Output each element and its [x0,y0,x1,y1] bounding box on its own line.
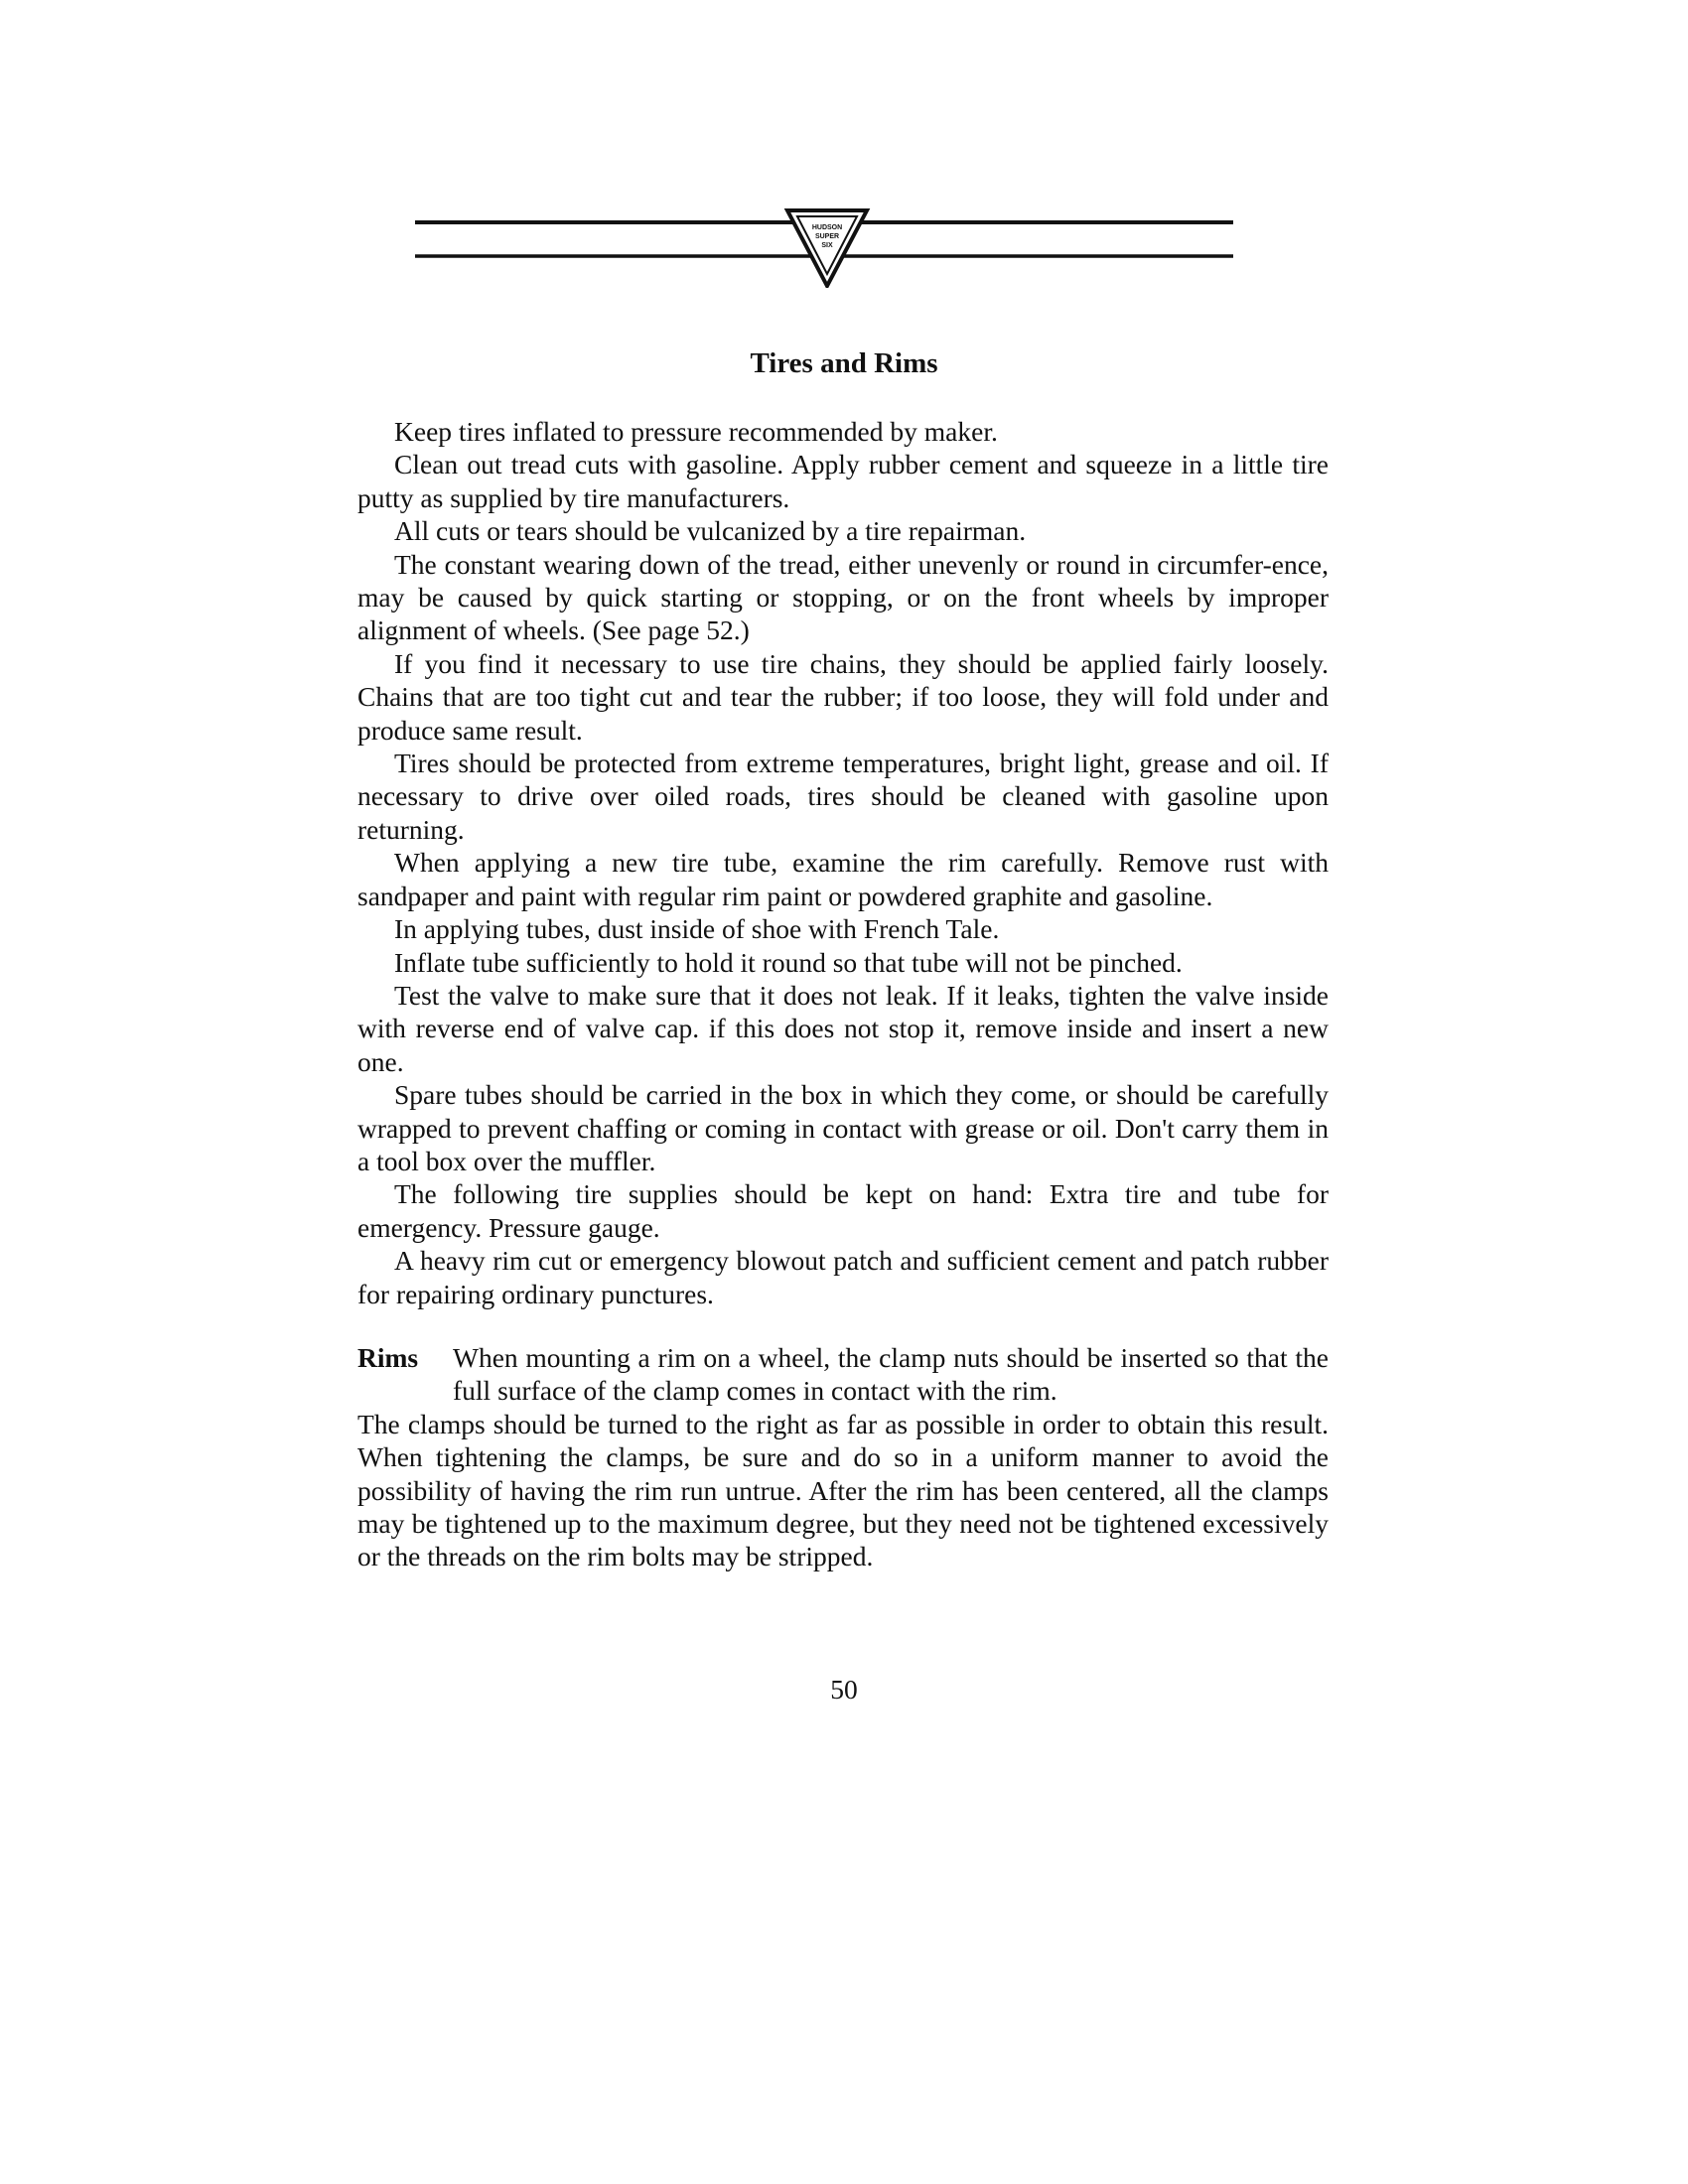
paragraph: Spare tubes should be carried in the box in which they come, or should be carefully wrapped to prevent chaffing or coming in contact with grease or oil. Don't carry them in a tool box over the muffler. [357,1079,1329,1176]
paragraph: Tires should be protected from extreme temperatures, bright light, grease and oil. If necessary to drive over oiled roads, tires should be cleaned with gasoline upon returning. [357,748,1329,845]
rims-label: Rims [357,1342,419,1373]
rims-lead-text: When mounting a rim on a wheel, the clamp nuts should be inserted so that the full surface of the clamp comes in contact with the rim. [453,1342,1329,1407]
paragraph: A heavy rim cut or emergency blowout patch and sufficient cement and patch rubber for repairing ordinary punctures. [357,1245,1329,1309]
rims-lead-row [357,1341,1329,1408]
paragraph: Keep tires inflated to pressure recommended by maker. [394,416,998,447]
paragraph: Clean out tread cuts with gasoline. Apply rubber cement and squeeze in a little tire putty as supplied by tire manufacturers. [357,449,1329,513]
paragraph: All cuts or tears should be vulcanized by a tire repairman. [394,515,1027,547]
emblem-text-line-1: HUDSON [811,224,843,231]
header-rule [415,205,1233,288]
paragraph: Test the valve to make sure that it does not leak. If it leaks, tighten the valve inside with reverse end of valve cap. if this does not stop it, remove inside and insert a new one. [357,979,1329,1077]
emblem-text-line-3: SIX [821,242,833,249]
paragraph: The constant wearing down of the tread, either unevenly or round in circumfer-ence, may be caused by quick starting or stopping, or on the front wheels by improper alignment of wheels. (See page 52.) [357,548,1329,646]
rims-section [357,1341,1329,1573]
page-number: 50 [830,1674,858,1705]
paragraph: Inflate tube sufficiently to hold it round so that tube will not be pinched. [394,946,1183,978]
emblem-text-line-2: SUPER [814,233,840,240]
triangular-badge-icon [787,210,867,286]
rims-body-text: The clamps should be turned to the right as far as possible in order to obtain this result. When tightening the clamps, be sure and do so in a uniform manner to avoid the possibility of having the rim run untrue. After the rim has been centered, all the clamps may be tightened up to the maximum degree, but they need not be tightened excessively or the threads on the rim bolts may be stripped. [357,1408,1329,1572]
page-title: Tires and Rims [750,347,938,379]
paragraph: The following tire supplies should be kept on hand: Extra tire and tube for emergency. Pressure gauge. [357,1178,1329,1243]
tire-care-instructions [357,415,1329,1310]
paragraph: When applying a new tire tube, examine the rim carefully. Remove rust with sandpaper and paint with regular rim paint or powdered graphite and gasoline. [357,847,1329,911]
paragraph: In applying tubes, dust inside of shoe with French Tale. [394,913,1000,945]
paragraph: If you find it necessary to use tire chains, they should be applied fairly loosely. Chains that are too tight cut and tear the rubber; if too loose, they will fold under and produce same result. [357,647,1329,746]
